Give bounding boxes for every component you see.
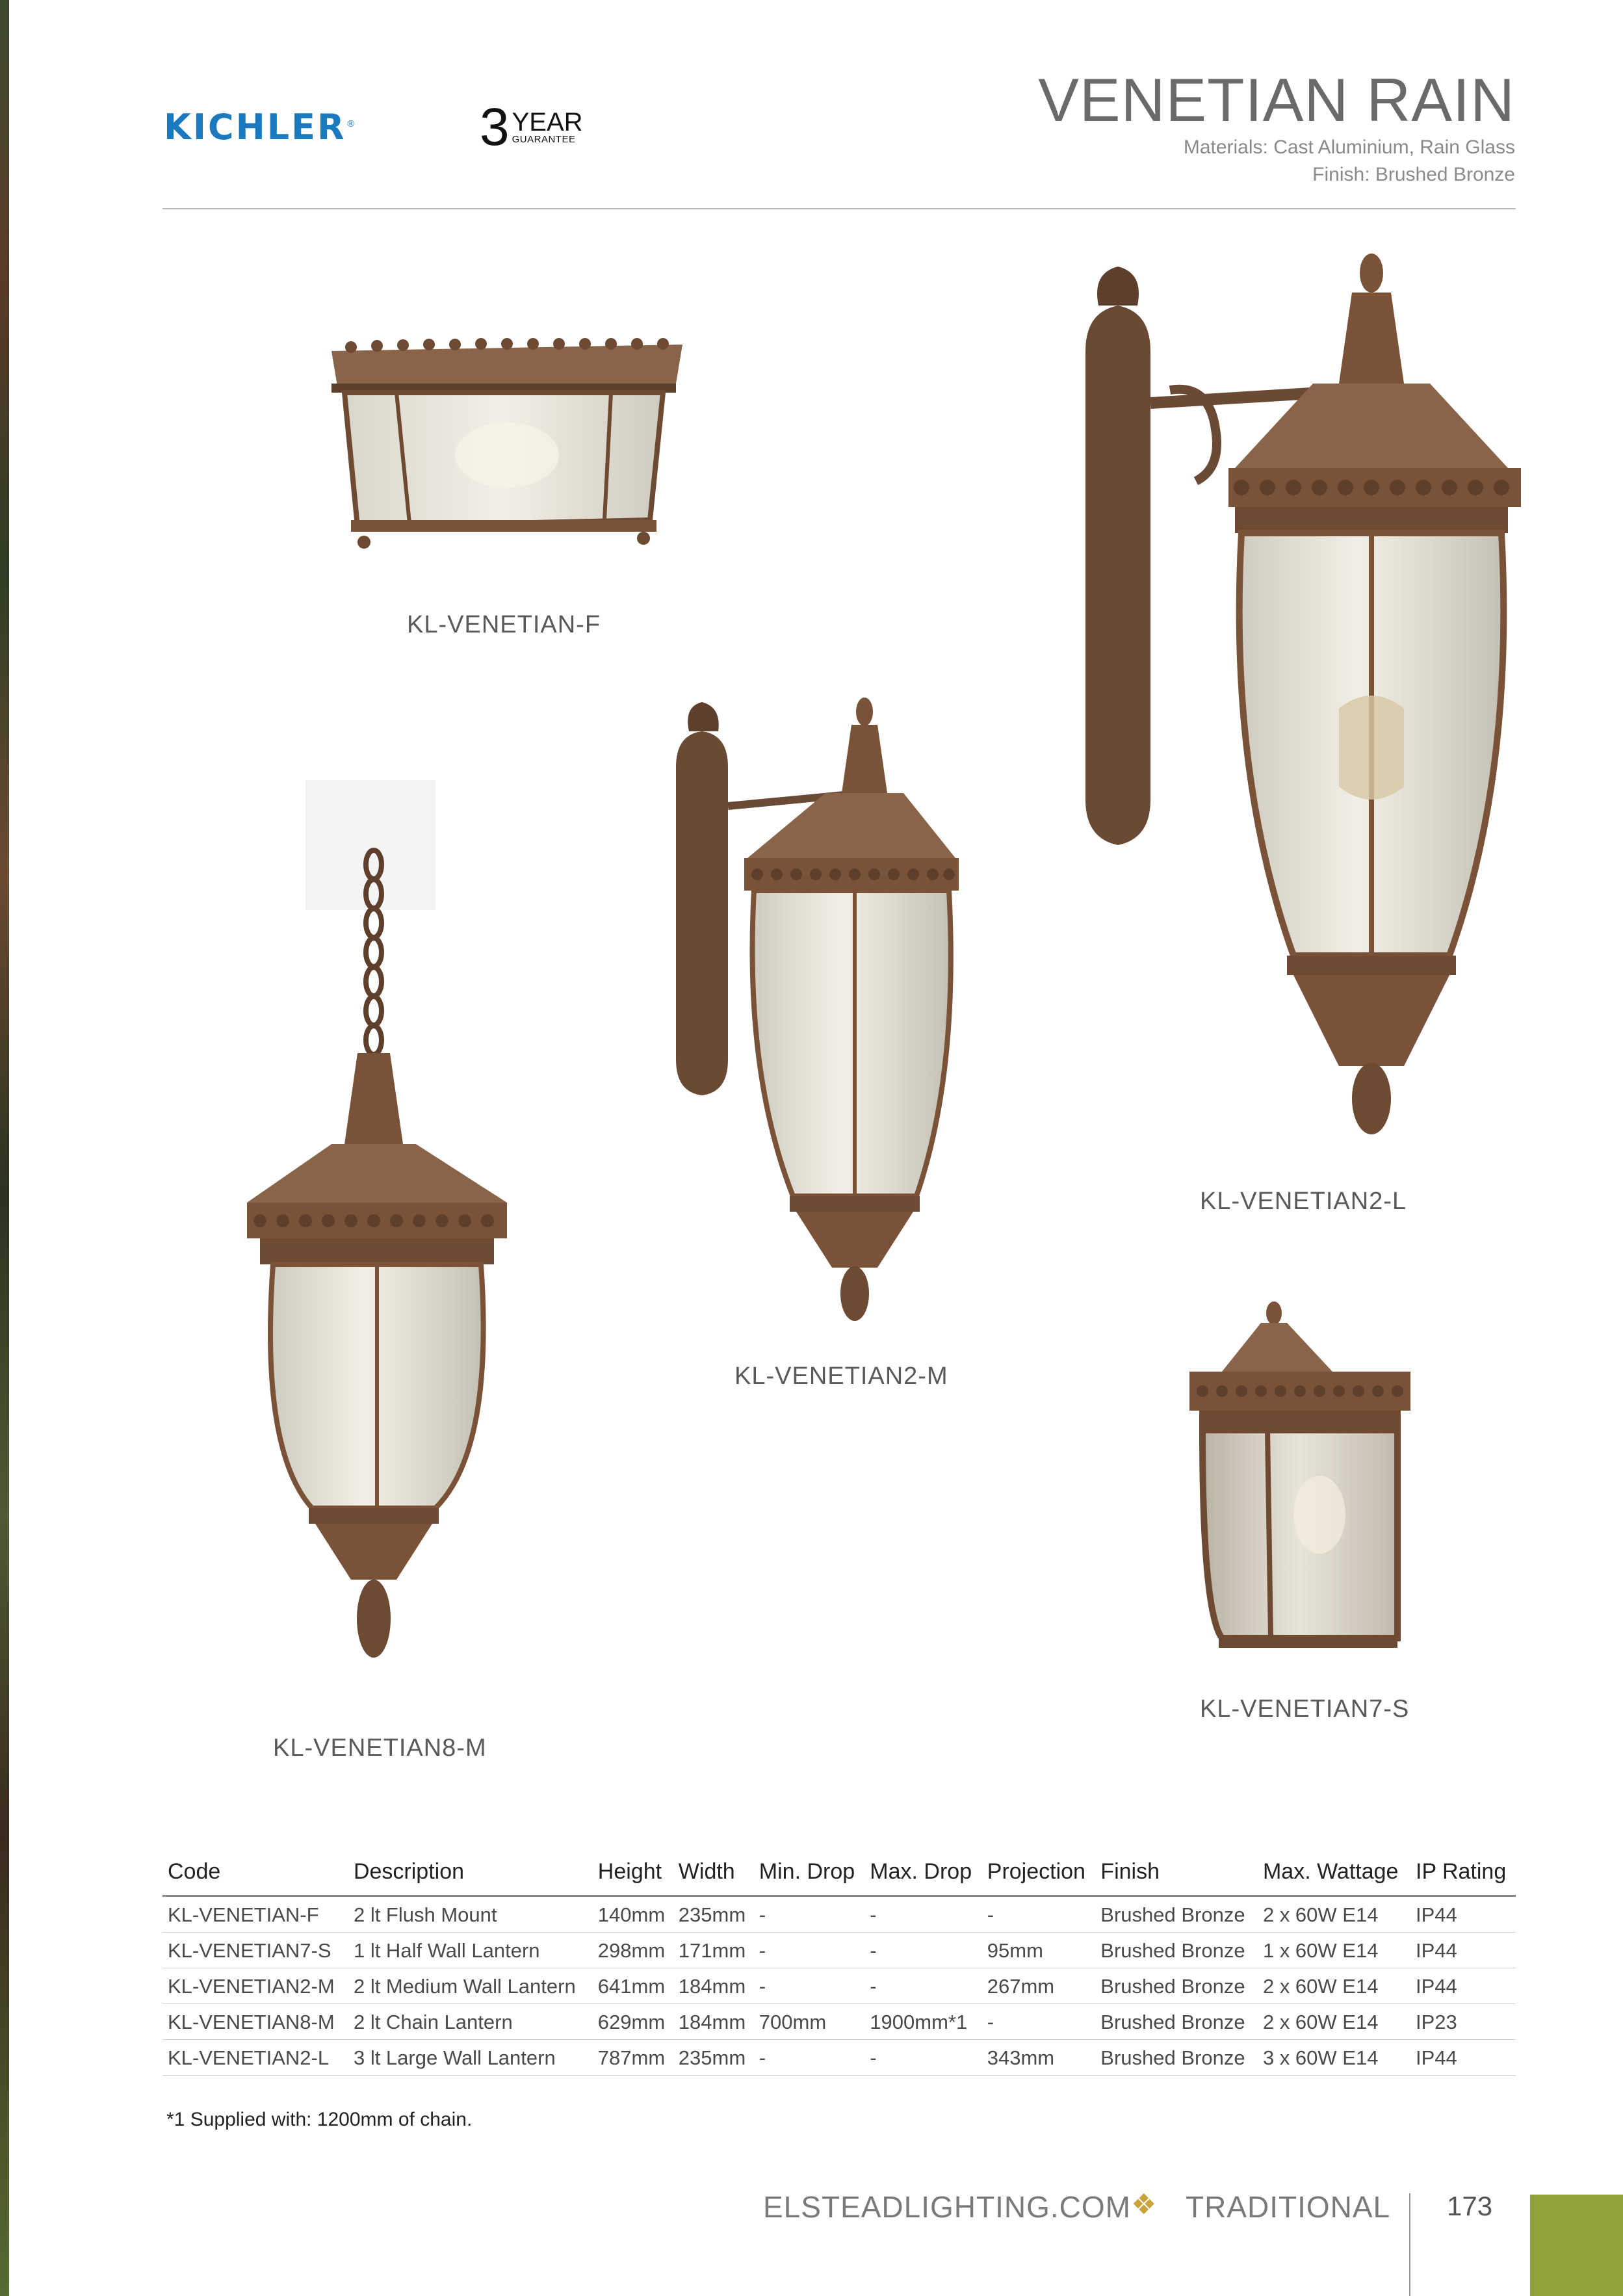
cell-height: 787mm bbox=[593, 2040, 673, 2076]
label-kl-venetian8-m: KL-VENETIAN8-M bbox=[273, 1734, 487, 1762]
cell-height: 140mm bbox=[593, 1896, 673, 1933]
cell-projection: - bbox=[982, 1896, 1096, 1933]
cell-description: 3 lt Large Wall Lantern bbox=[348, 2040, 593, 2076]
cell-description: 2 lt Flush Mount bbox=[348, 1896, 593, 1933]
footer-category: TRADITIONAL bbox=[1186, 2190, 1391, 2224]
cell-max-drop: - bbox=[864, 1896, 981, 1933]
label-kl-venetian2-m: KL-VENETIAN2-M bbox=[734, 1363, 948, 1390]
page-title: VENETIAN RAIN bbox=[1038, 66, 1515, 134]
table-header-row bbox=[162, 1854, 1516, 1896]
cell-height: 629mm bbox=[593, 2004, 673, 2040]
table-row bbox=[162, 1968, 1516, 2004]
col-projection: Projection bbox=[982, 1854, 1096, 1896]
cell-ip-rating: IP44 bbox=[1410, 2040, 1516, 2076]
cell-max-wattage: 3 x 60W E14 bbox=[1258, 2040, 1410, 2076]
table-row bbox=[162, 2004, 1516, 2040]
cell-max-drop: - bbox=[864, 1968, 981, 2004]
cell-width: 171mm bbox=[673, 1933, 754, 1968]
cell-max-wattage: 1 x 60W E14 bbox=[1258, 1933, 1410, 1968]
chain-lantern-image bbox=[234, 780, 520, 1684]
cell-min-drop: - bbox=[754, 1896, 864, 1933]
cell-height: 641mm bbox=[593, 1968, 673, 2004]
materials-line: Materials: Cast Aluminium, Rain Glass bbox=[1183, 137, 1515, 158]
header-divider bbox=[162, 208, 1516, 209]
table-row bbox=[162, 1933, 1516, 1968]
cell-ip-rating: IP44 bbox=[1410, 1896, 1516, 1933]
cell-width: 235mm bbox=[673, 2040, 754, 2076]
footer-accent-block bbox=[1530, 2195, 1623, 2296]
flush-mount-image bbox=[312, 306, 702, 579]
cell-ip-rating: IP44 bbox=[1410, 1968, 1516, 2004]
cell-min-drop: 700mm bbox=[754, 2004, 864, 2040]
guarantee-year: YEAR bbox=[512, 108, 583, 137]
table-row bbox=[162, 1896, 1516, 1933]
cell-width: 184mm bbox=[673, 1968, 754, 2004]
cell-max-wattage: 2 x 60W E14 bbox=[1258, 2004, 1410, 2040]
guarantee-number: 3 bbox=[480, 98, 510, 157]
cell-finish: Brushed Bronze bbox=[1095, 1933, 1258, 1968]
table-row bbox=[162, 2040, 1516, 2076]
cell-finish: Brushed Bronze bbox=[1095, 2004, 1258, 2040]
cell-code: KL-VENETIAN2-M bbox=[162, 1968, 348, 2004]
col-max-drop: Max. Drop bbox=[864, 1854, 981, 1896]
cell-min-drop: - bbox=[754, 2040, 864, 2076]
col-ip-rating: IP Rating bbox=[1410, 1854, 1516, 1896]
kichler-logo: KICHLER® bbox=[164, 107, 357, 148]
large-wall-lantern-image bbox=[1066, 254, 1560, 1151]
cell-max-drop: - bbox=[864, 2040, 981, 2076]
half-wall-lantern-image bbox=[1183, 1300, 1417, 1664]
label-kl-venetian2-l: KL-VENETIAN2-L bbox=[1200, 1188, 1407, 1215]
footer-divider bbox=[1409, 2193, 1410, 2296]
cell-max-wattage: 2 x 60W E14 bbox=[1258, 1896, 1410, 1933]
cell-code: KL-VENETIAN-F bbox=[162, 1896, 348, 1933]
cell-min-drop: - bbox=[754, 1968, 864, 2004]
cell-finish: Brushed Bronze bbox=[1095, 1968, 1258, 2004]
page-number: 173 bbox=[1447, 2191, 1493, 2221]
label-kl-venetian-f: KL-VENETIAN-F bbox=[407, 611, 601, 638]
cell-ip-rating: IP23 bbox=[1410, 2004, 1516, 2040]
cell-projection: 267mm bbox=[982, 1968, 1096, 2004]
finish-line: Finish: Brushed Bronze bbox=[1312, 164, 1515, 185]
spec-table bbox=[162, 1854, 1516, 2076]
cell-finish: Brushed Bronze bbox=[1095, 2040, 1258, 2076]
diamond-separator-icon: ❖ bbox=[1131, 2189, 1157, 2221]
cell-code: KL-VENETIAN2-L bbox=[162, 2040, 348, 2076]
cell-description: 2 lt Chain Lantern bbox=[348, 2004, 593, 2040]
col-height: Height bbox=[593, 1854, 673, 1896]
col-max-wattage: Max. Wattage bbox=[1258, 1854, 1410, 1896]
col-description: Description bbox=[348, 1854, 593, 1896]
cell-max-drop: - bbox=[864, 1933, 981, 1968]
col-finish: Finish bbox=[1095, 1854, 1258, 1896]
col-min-drop: Min. Drop bbox=[754, 1854, 864, 1896]
medium-wall-lantern-image bbox=[669, 696, 1007, 1333]
footer-website-link[interactable]: ELSTEADLIGHTING.COM bbox=[763, 2190, 1131, 2224]
cell-projection: - bbox=[982, 2004, 1096, 2040]
guarantee-badge bbox=[480, 98, 583, 157]
cell-width: 235mm bbox=[673, 1896, 754, 1933]
col-code: Code bbox=[162, 1854, 348, 1896]
cell-code: KL-VENETIAN8-M bbox=[162, 2004, 348, 2040]
label-kl-venetian7-s: KL-VENETIAN7-S bbox=[1200, 1695, 1410, 1723]
guarantee-word: GUARANTEE bbox=[512, 134, 576, 145]
cell-projection: 95mm bbox=[982, 1933, 1096, 1968]
cell-width: 184mm bbox=[673, 2004, 754, 2040]
cell-projection: 343mm bbox=[982, 2040, 1096, 2076]
left-edge-photo-strip bbox=[0, 0, 9, 2296]
cell-min-drop: - bbox=[754, 1933, 864, 1968]
cell-code: KL-VENETIAN7-S bbox=[162, 1933, 348, 1968]
col-width: Width bbox=[673, 1854, 754, 1896]
cell-max-wattage: 2 x 60W E14 bbox=[1258, 1968, 1410, 2004]
cell-finish: Brushed Bronze bbox=[1095, 1896, 1258, 1933]
cell-max-drop: 1900mm*1 bbox=[864, 2004, 981, 2040]
cell-ip-rating: IP44 bbox=[1410, 1933, 1516, 1968]
cell-description: 1 lt Half Wall Lantern bbox=[348, 1933, 593, 1968]
cell-description: 2 lt Medium Wall Lantern bbox=[348, 1968, 593, 2004]
table-footnote: *1 Supplied with: 1200mm of chain. bbox=[166, 2109, 473, 2130]
cell-height: 298mm bbox=[593, 1933, 673, 1968]
